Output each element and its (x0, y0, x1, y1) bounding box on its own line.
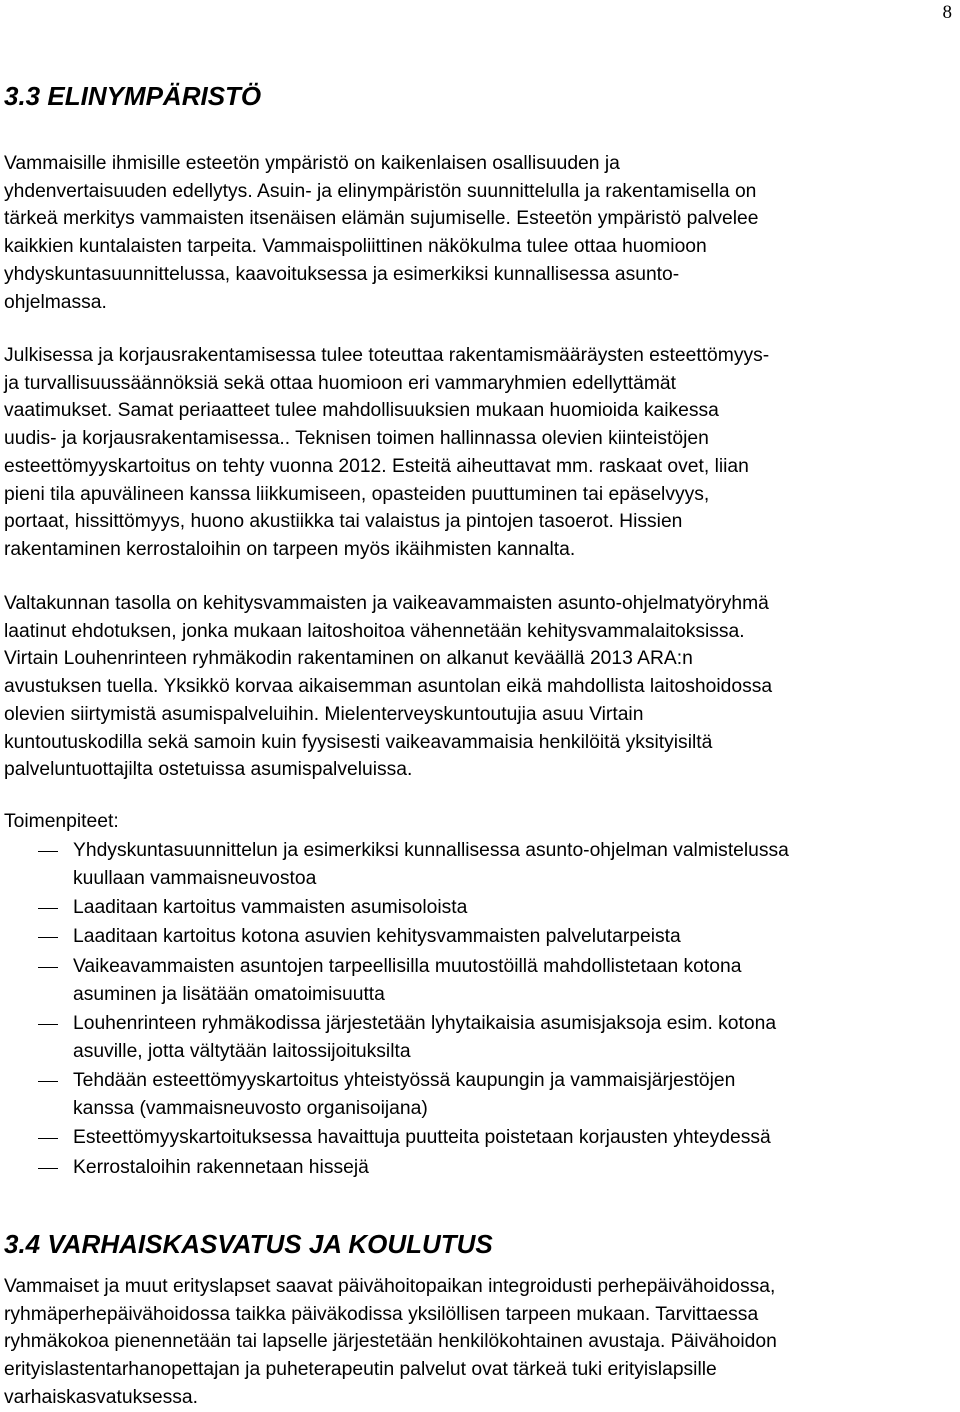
list-item-text: Laaditaan kartoitus kotona asuvien kehitysvammaisten palvelutarpeista (73, 926, 681, 948)
list-item-text: Louhenrinteen ryhmäkodissa järjestetään lyhytaikaisia asumisjaksoja esim. kotona (73, 1012, 777, 1034)
list-item (4, 923, 956, 951)
text-line: esteettömyyskartoitus on tehty vuonna 2012. Esteitä aiheuttavat mm. raskaat ovet, liian (4, 455, 749, 477)
dash-bullet-icon (38, 1168, 58, 1169)
text-line: rakentaminen kerrostaloihin on tarpeen myös ikäihmisten kannalta. (4, 538, 576, 560)
text-line: kaikkien kuntalaisten tarpeita. Vammaispoliittinen näkökulma tulee ottaa huomioon (4, 236, 707, 258)
list-item-text: Esteettömyyskartoituksessa havaittuja puutteita poistetaan korjausten yhteydessä (73, 1127, 771, 1149)
text-line: Julkisessa ja korjausrakentamisessa tulee toteuttaa rakentamismääräysten esteettömyys- (4, 345, 770, 366)
list-item-text: Yhdyskuntasuunnittelun ja esimerkiksi kunnallisessa asunto-ohjelman valmistelussa (73, 840, 789, 861)
text-line: Virtain Louhenrinteen ryhmäkodin rakentaminen on alkanut keväällä 2013 ARA:n (4, 648, 693, 670)
text-line: laatinut ehdotuksen, jonka mukaan laitoshoitoa vähennetään kehitysvammalaitoksissa. (4, 620, 745, 642)
paragraph-rakentaminen (4, 342, 956, 564)
text-line: pieni tila apuvälineen kanssa liikkumiseen, opasteiden puuttuminen tai epäselvyys, (4, 483, 710, 505)
text-line: avustuksen tuella. Yksikkö korvaa aikaisemman asuntolan eikä mahdollista laitoshoidossa (4, 676, 773, 698)
list-item (4, 953, 956, 1008)
list-item (4, 837, 956, 892)
text-line: portaat, hissittömyys, huono akustiikka tai valaistus ja pintojen tasoerot. Hissien (4, 511, 683, 533)
list-item-text: Kerrostaloihin rakennetaan hissejä (73, 1156, 369, 1178)
text-line: olevien siirtymistä asumispalveluihin. Mielenterveyskuntoutujia asuu Virtain (4, 703, 644, 725)
list-item (4, 894, 956, 922)
list-item-text: kuullaan vammaisneuvostoa (73, 867, 317, 889)
text-line: varhaiskasvatuksessa. (4, 1386, 198, 1408)
list-item-text: kanssa (vammaisneuvosto organisoijana) (73, 1097, 428, 1119)
list-item (4, 1010, 956, 1065)
text-line: yhdenvertaisuuden edellytys. Asuin- ja elinympäristön suunnittelulla ja rakentamisella on (4, 180, 757, 202)
paragraph-intro (4, 150, 956, 316)
list-item-text: Vaikeavammaisten asuntojen tarpeellisilla muutostöillä mahdollistetaan kotona (73, 955, 742, 977)
text-line: Vammaisille ihmisille esteetön ympäristö on kaikenlaisen osallisuuden ja (4, 153, 620, 174)
section-heading-varhaiskasvatus: 3.4 VARHAISKASVATUS JA KOULUTUS (4, 1229, 493, 1259)
dash-bullet-icon (38, 937, 58, 938)
dash-bullet-icon (38, 1081, 58, 1082)
list-item (4, 1124, 956, 1152)
text-line: vaatimukset. Samat periaatteet tulee mahdollisuuksien mukaan huomioida kaikessa (4, 400, 719, 422)
text-line: uudis- ja korjausrakentamisessa.. Teknisen toimen hallinnassa olevien kiinteistöjen (4, 428, 709, 450)
actions-list (4, 837, 956, 1183)
list-item (4, 1067, 956, 1122)
list-item-text: asuminen ja lisätään omatoimisuutta (73, 983, 385, 1005)
list-item-text: asuville, jotta vältytään laitossijoituksilta (73, 1040, 411, 1062)
text-line: Vammaiset ja muut erityslapset saavat päivähoitopaikan integroidusti perhepäivähoidossa, (4, 1276, 776, 1297)
text-line: yhdyskuntasuunnittelussa, kaavoituksessa ja esimerkiksi kunnallisessa asunto- (4, 263, 680, 285)
text-line: ryhmäperhepäivähoidossa taikka päiväkodissa yksilöllisen tarpeen mukaan. Tarvittaessa (4, 1303, 759, 1325)
section-heading-elinymparisto: 3.3 ELINYMPÄRISTÖ (4, 81, 262, 111)
dash-bullet-icon (38, 1138, 58, 1139)
list-item-text: Laaditaan kartoitus vammaisten asumisoloista (73, 897, 468, 919)
paragraph-asuminen (4, 590, 956, 784)
text-line: kuntoutuskodilla sekä samoin kuin fyysisesti vaikeavammaisia henkilöitä yksityisiltä (4, 731, 713, 753)
text-line: tärkeä merkitys vammaisten itsenäisen elämän sujumiselle. Esteetön ympäristö palvelee (4, 208, 759, 230)
text-line: ohjelmassa. (4, 291, 107, 313)
text-line: ryhmäkokoa pienennetään tai lapselle järjestetään henkilökohtainen avustaja. Päivähoidon (4, 1331, 777, 1353)
page-number: 8 (942, 2, 952, 23)
list-item (4, 1154, 956, 1182)
dash-bullet-icon (38, 908, 58, 909)
dash-bullet-icon (38, 1024, 58, 1025)
actions-title: Toimenpiteet: (4, 811, 119, 832)
dash-bullet-icon (38, 967, 58, 968)
text-line: Valtakunnan tasolla on kehitysvammaisten ja vaikeavammaisten asunto-ohjelmatyöryhmä (4, 593, 769, 614)
text-line: erityislastentarhanopettajan ja puheterapeutin palvelut ovat tärkeä tuki erityislapsille (4, 1359, 717, 1381)
text-line: ja turvallisuussäännöksiä sekä ottaa huomioon eri vammaryhmien edellyttämät (4, 372, 676, 394)
list-item-text: Tehdään esteettömyyskartoitus yhteistyössä kaupungin ja vammaisjärjestöjen (73, 1070, 736, 1092)
dash-bullet-icon (38, 851, 58, 852)
paragraph-varhaiskasvatus (4, 1273, 956, 1412)
text-line: palveluntuottajilta ostetuissa asumispalveluissa. (4, 759, 413, 781)
